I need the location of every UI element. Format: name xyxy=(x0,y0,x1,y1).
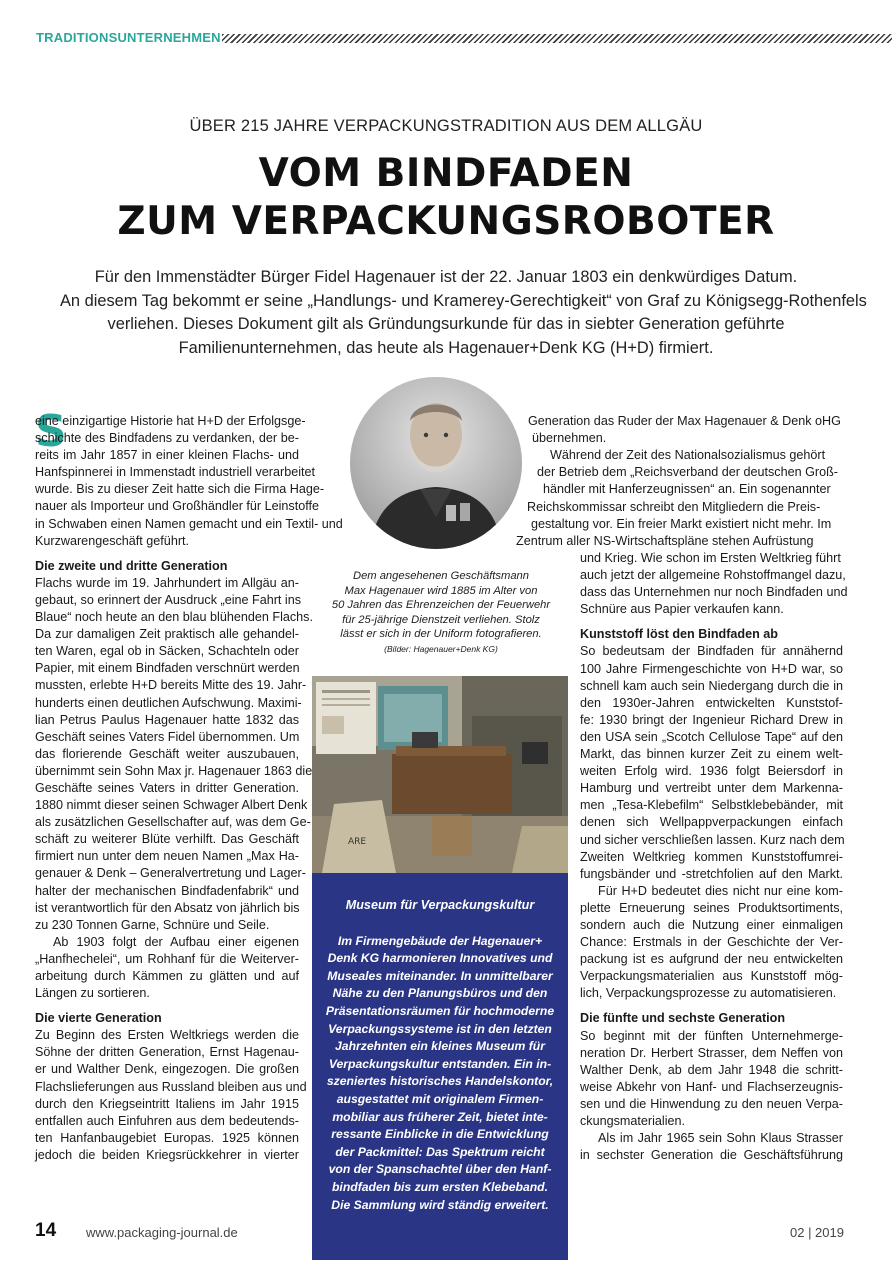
text-line: zu 230 Tonnen Garne, Schnüre und Seile. xyxy=(35,917,270,932)
text-line: Verpackungsmaterialien aus Kunststoff mög- xyxy=(580,969,843,984)
portrait-photo xyxy=(350,377,522,549)
caption-line: Max Hagenauer wird 1885 im Alter von xyxy=(344,584,538,597)
text-line: arbeitung durch Kämmen zu glätten und auf xyxy=(35,969,299,983)
text-line: So beginnt mit der fünften Unternehmerge- xyxy=(580,1028,843,1043)
text-line xyxy=(35,550,299,558)
text-line: und Krieg. Wie schon im Ersten Weltkrieg führt xyxy=(580,551,841,565)
text-line: Als im Jahr 1965 sein Sohn Klaus Strasser xyxy=(598,1131,843,1146)
text-line: auch jetzt der allgemeine Rohstoffmangel dazu, xyxy=(580,568,846,583)
museum-line: szeniertes historisches Handelskontor, xyxy=(326,1074,554,1089)
text-line: schnell kam auch sein Niedergang durch die in xyxy=(580,678,843,693)
text-line: ist verantwortlich für den Absatz von jährlich bis xyxy=(35,900,300,915)
text-line: sondern auch die Nutzung einer einmaligen xyxy=(580,917,843,932)
section-heading: Die zweite und dritte Generation xyxy=(35,558,228,573)
caption-line: 50 Jahren das Ehrenzeichen der Feuerwehr xyxy=(331,599,551,612)
text-line: Zentrum aller NS-Wirtschaftspläne stehen Aufrüstung xyxy=(516,533,814,548)
museum-line: bindfaden bis zum ersten Klebeband. xyxy=(331,1179,549,1194)
text-line: in sechster Generation die Geschäftsführung xyxy=(580,1148,843,1163)
museum-infobox xyxy=(312,873,568,1260)
text-line: Geschäfte seines Vaters in dritter Generation. xyxy=(35,780,299,795)
text-line: und sicher verschließen lassen. Kurz nach dem xyxy=(580,832,845,847)
text-line: Ab 1903 folgt der Aufbau einer eigenen xyxy=(53,934,299,949)
lead-paragraph xyxy=(60,266,867,360)
museum-line: Präsentationsräumen für hochmoderne xyxy=(325,1003,555,1018)
museum-line: Nähe zu den Planungsbüros und den xyxy=(332,986,548,1001)
text-line: Flachslieferungen aus Russland bleiben aus und xyxy=(35,1079,307,1094)
text-line: lich, Verpackungsprozesse zu automatisieren. xyxy=(580,986,837,1001)
text-line: weise Abkehr von Hanf- und Flachserzeugnis- xyxy=(580,1079,843,1094)
lead-line: Für den Immenstädter Bürger Fidel Hagenauer ist der 22. Januar 1803 ein denkwürdiges Datum. xyxy=(94,268,798,286)
lead-line: verliehen. Dieses Dokument gilt als Gründungsurkunde für das in siebter Generation geführte xyxy=(107,315,785,334)
text-line: neration Dr. Herbert Strasser, dem Neffen von xyxy=(580,1045,843,1060)
text-line: packung ist es aufgrund der neu entwickelten xyxy=(580,952,843,967)
text-line: fe: 1930 bringt der Ingenieur Richard Drew in xyxy=(580,712,843,727)
museum-line: Verpackungssysteme ist in den letzten xyxy=(328,1021,552,1036)
title-line-2: ZUM VERPACKUNGSROBOTER xyxy=(117,199,775,244)
text-line: übernehmen. xyxy=(532,431,607,446)
text-line: fungsbänder und -stretchfolien auf den Markt. xyxy=(580,866,843,881)
text-line: weiten Erfolg wird. 1936 folgt Beiersdorf in xyxy=(580,764,843,779)
section-heading: Kunststoff löst den Bindfaden ab xyxy=(580,627,778,642)
museum-line: Verpackungskultur entstanden. Ein in- xyxy=(328,1056,552,1071)
text-line: plette Erneuerung seines Produktsortiments, xyxy=(580,900,843,915)
museum-line: der Packmittel: Das Spektrum reicht xyxy=(335,1144,545,1159)
text-line: das florierende Geschäft weiter auszubauen, xyxy=(35,746,299,761)
museum-line: ausgestattet mit originalem Firmen- xyxy=(336,1091,544,1106)
museum-line: Die Sammlung wird ständig erweitert. xyxy=(331,1197,549,1212)
text-line: lian Petrus Paulus Hagenauer hatte 1832 das xyxy=(35,712,299,727)
text-line: Zu Beginn des Ersten Weltkriegs werden die xyxy=(35,1028,299,1043)
text-line: Längen zu sortieren. xyxy=(35,986,150,1001)
right-column xyxy=(580,550,848,1164)
museum-line: Denk KG harmonieren Innovatives und xyxy=(327,951,553,966)
text-line: schäft zu weiterer Blüte verhilft. Das Geschäft xyxy=(35,832,299,847)
museum-line: mobiliar aus früherer Zeit, bietet inte- xyxy=(332,1109,548,1124)
text-line: „Hanfhechelei“, um Rohhanf für die Weiterver- xyxy=(35,951,299,966)
lead-line: Familienunternehmen, das heute als Hagenauer+Denk KG (H+D) firmiert. xyxy=(178,338,714,357)
caption-line: lässt er sich in der Uniform fotografieren. xyxy=(340,628,542,641)
text-line: den 1930er-Jahren entwickelten Kunststof- xyxy=(580,695,843,710)
article-title xyxy=(0,150,892,246)
text-line: der Betrieb dem „Reichsverband der deutschen Groß- xyxy=(537,465,838,480)
text-line xyxy=(35,1002,299,1010)
text-line: Chance: Erstmals in der Geschichte der Ver- xyxy=(580,935,843,950)
text-line: gebaut, so erinnert der Ausdruck „eine Fahrt ins xyxy=(35,592,302,607)
text-line: Walther Denk, ab dem Jahr 1948 die schritt- xyxy=(580,1062,843,1077)
text-line: ten Hanfanbaugebiet Europas. 1925 können xyxy=(35,1130,299,1145)
text-line: Während der Zeit des Nationalsozialismus gehört xyxy=(550,448,826,463)
text-line xyxy=(580,1002,843,1010)
text-line: eine einzigartige Historie hat H+D der Erfolgsge- xyxy=(35,414,306,428)
text-line: jedoch die beiden Kriegsrückkehrer in vierter xyxy=(35,1147,299,1162)
header-hatch-rule xyxy=(222,34,892,43)
text-line: durch den Kriegseintritt Italiens im Jahr 1915 xyxy=(35,1096,299,1111)
text-line: firmiert nun unter dem neuen Namen „Max Ha- xyxy=(35,849,299,864)
page-number: 14 xyxy=(35,1220,57,1241)
text-line: Hamburg und vertreibt unter dem Markenna- xyxy=(580,781,843,796)
text-line: übernimmt sein Sohn Max jr. Hagenauer 1863 die xyxy=(35,763,313,778)
text-line: nauer als Importeur und Großhändler für Leinstoffe xyxy=(35,499,319,514)
photo-caption xyxy=(316,569,566,657)
text-line: Papier, mit einem Bindfaden verschnürt werden xyxy=(35,661,300,676)
text-line: Blaue“ noch heute an den blau blühenden Flachs. xyxy=(35,610,313,625)
text-line: schichte des Bindfadens zu verdanken, der be- xyxy=(35,431,299,446)
text-line: denen sich Wellpappverpackungen einfach xyxy=(580,815,843,830)
text-line: Reichskommissar schreibt den Mitgliedern die Preis- xyxy=(527,499,821,514)
drop-cap: S xyxy=(35,406,67,457)
museum-line: Jahrzehnten ein kleines Museum für xyxy=(335,1039,545,1054)
caption-line: für 25-jährige Dienstzeit verliehen. Stolz xyxy=(342,613,540,626)
text-line: Generation das Ruder der Max Hagenauer & Denk oHG xyxy=(528,414,841,428)
footer-url[interactable]: www.packaging-journal.de xyxy=(86,1225,238,1240)
lead-line: An diesem Tag bekommt er seine „Handlungs- und Kramerey-Gerechtigkeit“ von Graf zu Königsegg-Rothenfels xyxy=(60,291,867,310)
text-line: ten Waren, egal ob in Säcken, Schachteln oder xyxy=(35,644,299,659)
text-line xyxy=(580,618,843,626)
kicker: ÜBER 215 JAHRE VERPACKUNGSTRADITION AUS DEM ALLGÄU xyxy=(189,117,703,135)
text-line: Da zur damaligen Zeit praktisch alle gehandel- xyxy=(35,627,299,642)
footer-issue: 02 | 2019 xyxy=(790,1225,844,1240)
text-line: reits im Jahr 1857 in einer kleinen Flachs- und xyxy=(35,448,299,463)
text-line: Söhne der dritten Generation, Ernst Hagenau- xyxy=(35,1045,299,1060)
text-line: Geschäft seines Vaters Fidel übernommen. Um xyxy=(35,729,300,744)
text-line: men „Tesa-Klebefilm“ Selbstklebebänder, mit xyxy=(580,798,843,813)
text-line: händler mit Hanferzeugnissen“ an. Ein sogenannter xyxy=(543,482,831,497)
section-heading: Die fünfte und sechste Generation xyxy=(580,1011,786,1026)
text-line: sen und die Hinwendung zu den neuen Verpa- xyxy=(580,1096,843,1111)
text-line: in Schwaben einen Namen gemacht und ein Textil- und xyxy=(35,516,343,531)
text-line: Kurzwarengeschäft geführt. xyxy=(35,533,190,548)
photo-credit: (Bilder: Hagenauer+Denk KG) xyxy=(384,643,498,654)
text-line: entfallen auch Einfuhren aus dem bedeutends- xyxy=(35,1113,299,1128)
text-line: genauer & Denk – Generalvertretung und Lager- xyxy=(35,866,306,881)
museum-line: Museales miteinander. In unmittelbarer xyxy=(327,968,553,983)
text-line: Schnüre aus Papier verkaufen kann. xyxy=(580,602,784,617)
text-line: ckungsmaterialien. xyxy=(580,1114,685,1128)
text-line: hunderts einen deutlichen Aufschwung. Maximi- xyxy=(35,695,302,710)
museum-title: Museum für Verpackungskultur xyxy=(345,898,535,912)
svg-text:ARE: ARE xyxy=(348,837,367,847)
museum-photo xyxy=(312,676,568,873)
museum-text xyxy=(312,933,568,1215)
text-line: dass das Unternehmen nur noch Bindfaden und xyxy=(580,585,848,600)
text-line: mussten, erlebte H+D bereits Mitte des 19. Jahr- xyxy=(35,678,307,693)
text-line: Für H+D bedeutet dies nicht nur eine kom- xyxy=(598,883,843,898)
left-column xyxy=(35,406,343,1164)
text-line: Hanfspinnerei in Immenstadt industriell verarbeitet xyxy=(35,465,315,480)
museum-line: Im Firmengebäude der Hagenauer+ xyxy=(337,933,543,948)
text-line: 1880 nimmt dieser seinen Schwager Albert Denk xyxy=(35,798,308,813)
museum-line: von der Spanschachtel über den Hanf- xyxy=(328,1162,552,1177)
text-line: Markt, das binnen kurzer Zeit zu einem welt- xyxy=(580,747,843,762)
caption-line: Dem angesehenen Geschäftsmann xyxy=(352,570,529,582)
text-line: Zweiten Weltkrieg kommen Kunststoffumrei- xyxy=(580,849,843,864)
text-line: So bedeutsam der Bindfaden für annähernd xyxy=(580,644,843,659)
text-line: als zusätzlichen Gesellschafter auf, was dem Ge- xyxy=(35,815,311,830)
text-line: er und Walther Denk, eingezogen. Die großen xyxy=(35,1062,299,1077)
text-line: halter der mechanischen Bindfadenfabrik“ und xyxy=(35,883,299,898)
title-line-1: VOM BINDFADEN xyxy=(258,151,634,196)
text-line: Flachs wurde im 19. Jahrhundert im Allgäu an- xyxy=(35,575,299,590)
text-line: wurde. Bis zu dieser Zeit hatte sich die Firma Hage- xyxy=(35,482,325,497)
text-line: gestaltung vor. Ein freier Markt existiert nicht mehr. Im xyxy=(531,516,832,531)
museum-line: ressante Einblicke in die Entwicklung xyxy=(331,1127,549,1142)
text-line: den USA sein „Scotch Cellulose Tape“ auf den xyxy=(580,729,843,744)
section-rubric: TRADITIONSUNTERNEHMEN xyxy=(36,30,221,45)
text-line: 100 Jahre Firmengeschichte von H+D war, so xyxy=(580,661,843,676)
section-heading: Die vierte Generation xyxy=(35,1011,162,1026)
